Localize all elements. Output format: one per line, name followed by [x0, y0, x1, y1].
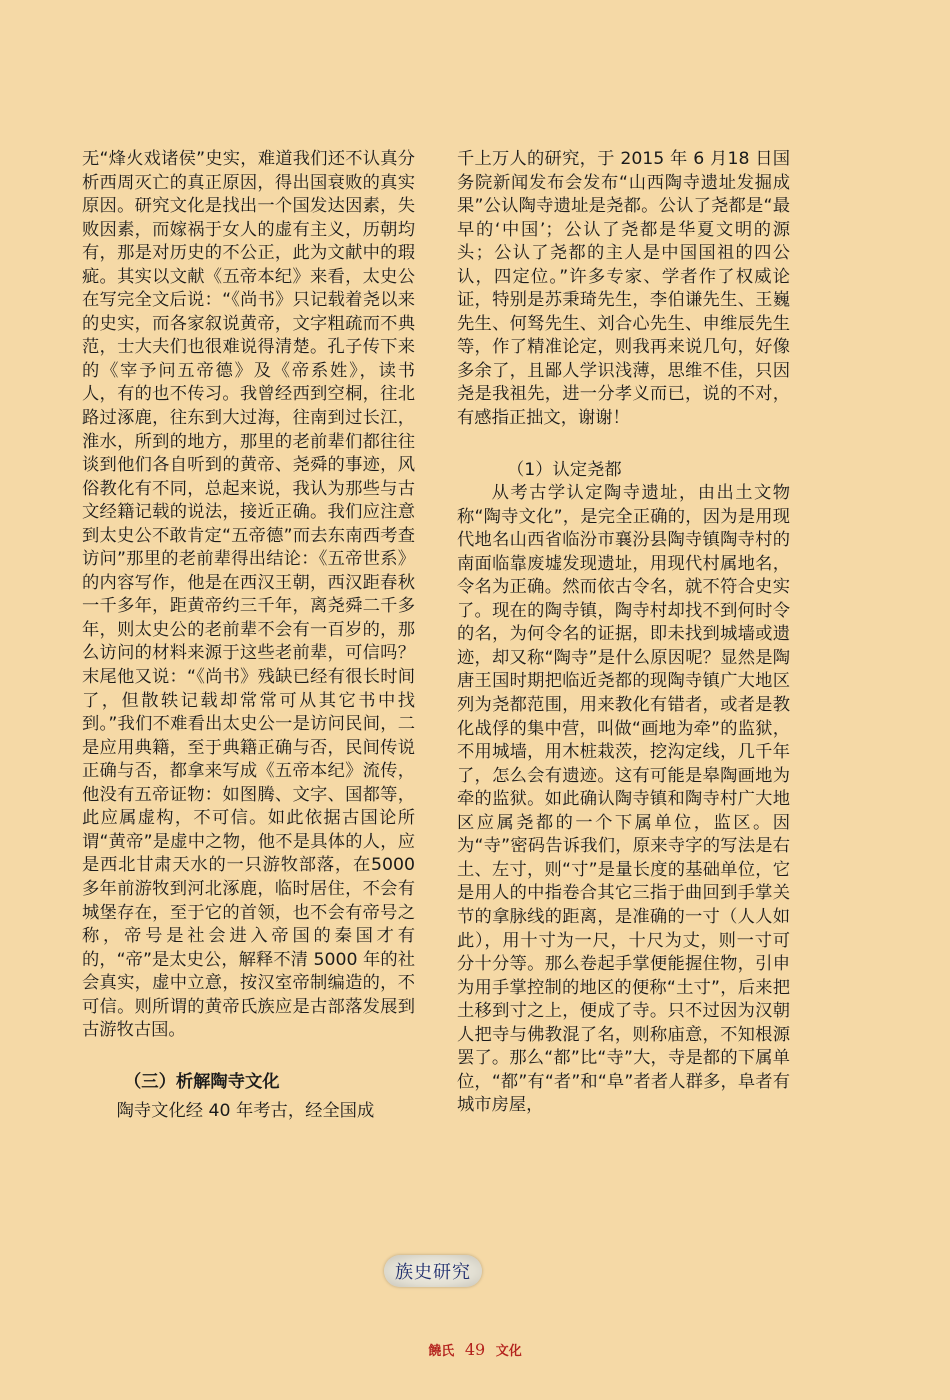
section-heading: （三）析解陶寺文化 [124, 1071, 280, 1092]
body-paragraph: 无“烽火戏诸侯”史实，难道我们还不认真分析西周灭亡的真正原因，得出国衰败的真实原因。研究文化是找出一个国发达因素，失败因素，而嫁祸于女人的虚有主义，历朝均有，那是对历史的不公正，此为文献中的瑕疵。其实以文献《五帝本纪》来看，太史公在写完全文后说：“《尚书》只记载着尧以来的史实，而各家叙说黄帝，文字粗疏而不典范，士大夫们也很难说得清楚。孔子传下来的《宰予问五帝德》及《帝系姓》，读书人，有的也不传习。我曾经西到空桐，往北路过涿鹿，往东到大过海，往南到过长江，淮水，所到的地方，那里的老前辈们都往往谈到他们各自听到的黄帝、尧舜的事迹，风俗教化有不同，总起来说，我认为那些与古文经籍记载的说法，接近正确。我们应注意到太史公不敢肯定“五帝德”而去东南西考查访问”那里的老前辈得出结论：《五帝世系》的内容写作，他是在西汉王朝，西汉距春秋一千多年，距黄帝约三千年，离尧舜二千多年，则太史公的老前辈不会有一百岁的，那么访问的材料来源于这些老前辈，可信吗？末尾他又说：“《尚书》残缺已经有很长时间了，但散轶记载却常常可从其它书中找到。”我们不难看出太史公一是访问民间，二是应用典籍，至于典籍正确与否，民间传说正确与否，都拿来写成《五帝本纪》流传，他没有五帝证物：如图腾、文字、国都等，此应属虚构，不可信。如此依据古国论所谓“黄帝”是虚中之物，他不是具体的人，应是西北甘肃天水的一只游牧部落，在5000 多年前游牧到河北涿鹿，临时居住，不会有城堡存在，至于它的首领，也不会有帝号之称，帝号是社会进入帝国的秦国才有的，“帝”是太史公，解释不清 5000 年的社会真实，虚中立意，按汉室帝制编造的，不可信。则所谓的黄帝氏族应是古部落发展到古游牧古国。 [82, 149, 415, 1041]
footer-surname: 饒氏 [428, 1344, 455, 1359]
page-footer [0, 1340, 950, 1359]
footer-section: 文化 [495, 1344, 522, 1359]
subsection-heading: （1）认定尧都 [507, 459, 622, 480]
body-paragraph: 从考古学认定陶寺遗址，由出土文物称“陶寺文化”，是完全正确的，因为是用现代地名山西省临汾市襄汾县陶寺镇陶寺村的南面临靠废墟发现遗址，用现代村属地名，令名为正确。然而依古令名，就不符合史实了。现在的陶寺镇，陶寺村却找不到何时令的名，为何令名的证据，即未找到城墙或遗迹，却又称“陶寺”是什么原因呢？显然是陶唐王国时期把临近尧都的现陶寺镇广大地区列为尧都范围，用来教化有错者，或者是教化战俘的集中营，叫做“画地为牵”的监狱，不用城墙，用木桩栽茨，挖沟定线，几千年了，怎么会有遗迹。这有可能是皋陶画地为牵的监狱。如此确认陶寺镇和陶寺村广大地区应属尧都的一个下属单位，监区。因为“寺”密码告诉我们，原来寺字的写法是右土、左寸，则“寸”是量长度的基础单位，它是用人的中指卷合其它三指于曲回到手掌关节的拿脉线的距离，是准确的一寸（人人如此），用十寸为一尺，十尺为丈，则一寸可分十分等。那么卷起手掌便能握住物，引申为用手掌控制的地区的便称“土寸”，后来把土移到寸之上，便成了寺。只不过因为汉朝人把寺与佛教混了名，则称庙意，不知根源罢了。那么“都”比“寺”大，寺是都的下属单位，“都”有“者”和“阜”者者人群多，阜者有城市房屋， [457, 483, 790, 1116]
page-number: 49 [464, 1340, 486, 1359]
right-column [457, 148, 790, 1118]
left-column [82, 148, 415, 1124]
column-badge: 族史研究 [384, 1255, 482, 1287]
body-paragraph: 千上万人的研究，于 2015 年 6 月18 日国务院新闻发布会发布“山西陶寺遗址发掘成果”公认陶寺遗址是尧都。公认了尧都是“最早的‘中国’；公认了尧都是华夏文明的源头；公认了尧都的主人是中国国祖的四公认，四定位。”许多专家、学者作了权威论证，特别是苏秉琦先生，李伯谦先生、王巍先生、何驽先生、刘合心先生、申维辰先生等，作了精准论定，则我再来说几句，好像多余了，且鄙人学识浅薄，思维不佳，只因尧是我祖先，进一分孝义而已，说的不对，有感指正拙文，谢谢！ [457, 149, 790, 429]
body-paragraph: 陶寺文化经 40 年考古，经全国成 [116, 1101, 375, 1122]
